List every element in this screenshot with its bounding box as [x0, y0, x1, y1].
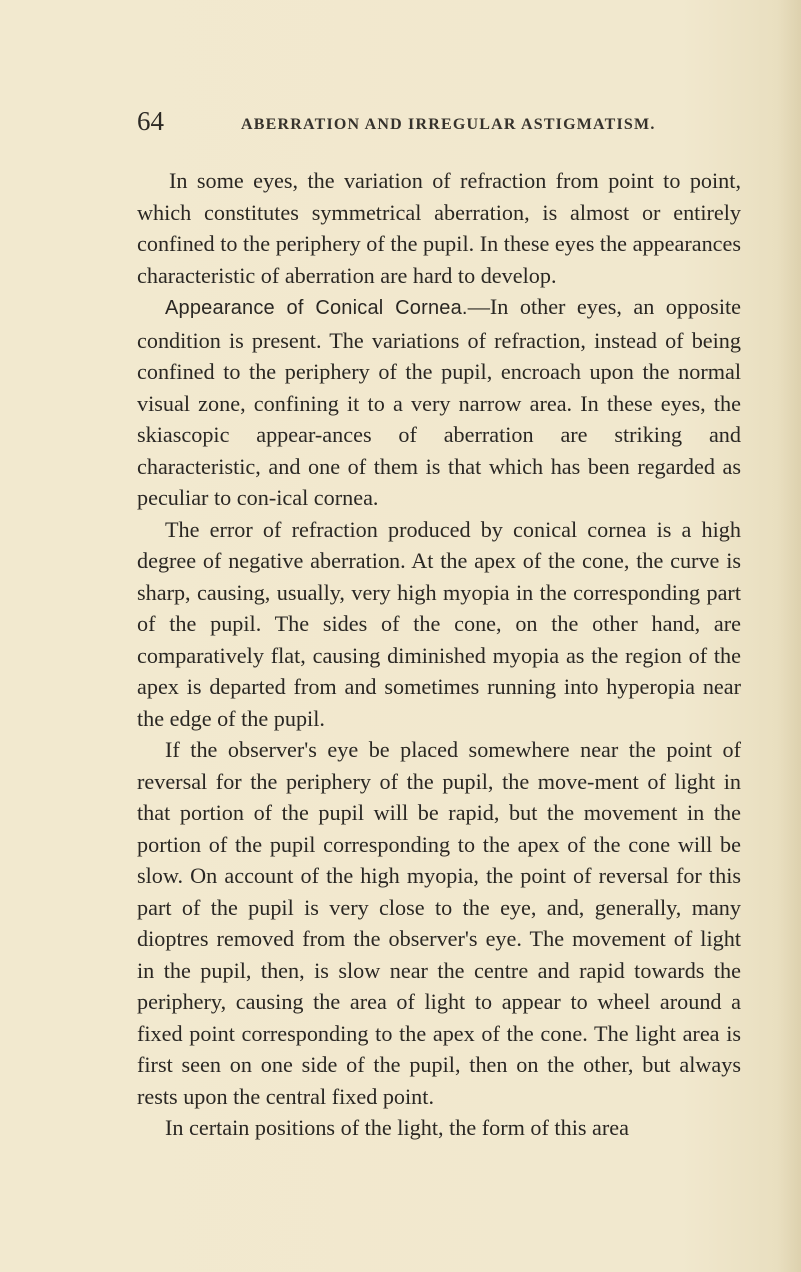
body-text	[137, 165, 741, 1144]
section-heading: Appearance of Conical Cornea.	[165, 297, 468, 319]
paragraph-conical-cornea	[137, 291, 741, 514]
paragraph-conical-cornea-text: —In other eyes, an opposite condition is present. The variations of refraction, instead of being confined to the periphery of the pupil, encroach upon the normal visual zone, confining it to a very narrow area. In these eyes, the skiascopic appear-ances of aberration are striking and characteristic, and one of them is that which has been regarded as peculiar to con-ical cornea.	[137, 294, 741, 510]
page-header	[137, 103, 737, 139]
paragraph-negative-aberration: The error of refraction produced by conical cornea is a high degree of negative aberration. At the apex of the cone, the curve is sharp, causing, usually, very high myopia in the corresponding part of the pupil. The sides of the cone, on the other hand, are comparatively flat, causing diminished myopia as the region of the apex is departed from and sometimes running into hyperopia near the edge of the pupil.	[137, 516, 741, 731]
running-title: ABERRATION AND IRREGULAR ASTIGMATISM.	[241, 116, 656, 133]
page-number: 64	[137, 106, 164, 136]
paragraph-light-positions: In certain positions of the light, the form of this area	[165, 1115, 629, 1140]
paragraph-symmetrical-aberration: In some eyes, the variation of refraction from point to point, which constitutes symmetrical aberration, is almost or entirely confined to the periphery of the pupil. In these eyes the appearances characteristic of aberration are hard to develop.	[137, 168, 741, 288]
paragraph-observer-eye: If the observer's eye be placed somewhere near the point of reversal for the periphery of the pupil, the move-ment of light in that portion of the pupil will be rapid, but the movement in the portion of the pupil corresponding to the apex of the cone will be slow. On account of the high myopia, the point of reversal for this part of the pupil is very close to the eye, and, generally, many dioptres removed from the observer's eye. The movement of light in the pupil, then, is slow near the centre and rapid towards the periphery, causing the area of light to appear to wheel around a fixed point corresponding to the apex of the cone. The light area is first seen on one side of the pupil, then on the other, but always rests upon the central fixed point.	[137, 737, 741, 1109]
